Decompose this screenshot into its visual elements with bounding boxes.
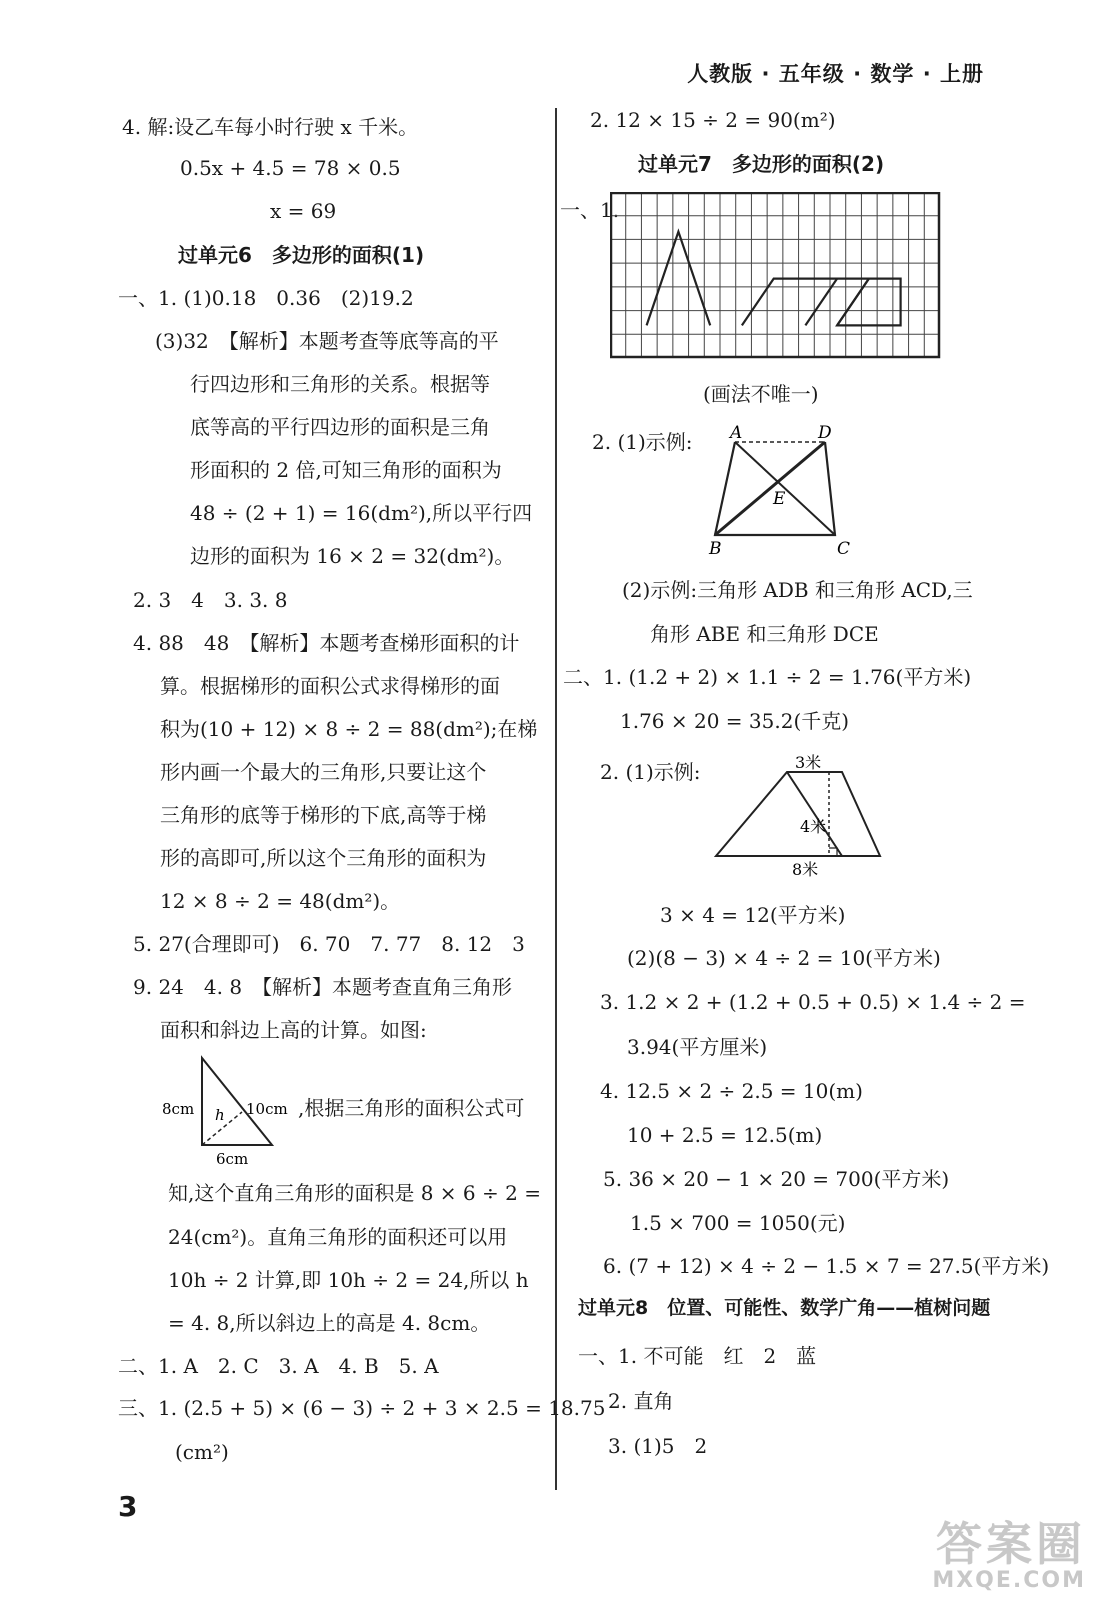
s5-line5: 24(cm²)。直角三角形的面积还可以用: [168, 1225, 508, 1249]
s2r-line2: 1.76 × 20 = 35.2(千克): [620, 709, 850, 733]
trapezoid2-outline: [716, 772, 880, 856]
s2r-q2-label: 2. (1)示例:: [600, 760, 701, 784]
s1-line3: 行四边形和三角形的关系。根据等: [190, 372, 490, 396]
q4-line3: x = 69: [270, 199, 337, 223]
s5-line2: 面积和斜边上高的计算。如图:: [160, 1018, 427, 1042]
s3-line5: 三角形的底等于梯形的下底,高等于梯: [160, 803, 487, 827]
grid-label: 一、1.: [560, 198, 620, 222]
q4-line1: 4. 解:设乙车每小时行驶 x 千米。: [122, 115, 419, 139]
s2-line1: 2. 3 4 3. 3. 8: [133, 588, 288, 612]
r-line1: 2. 12 × 15 ÷ 2 = 90(m²): [590, 108, 836, 132]
unit6-title: 过单元6 多边形的面积(1): [178, 243, 425, 267]
s1-line6: 48 ÷ (2 + 1) = 16(dm²),所以平行四: [190, 501, 533, 525]
s2r-line9: 5. 36 × 20 − 1 × 20 = 700(平方米): [603, 1167, 950, 1191]
triangle-label-6cm: 6cm: [216, 1150, 249, 1168]
trapezoid-dimensions-figure: [712, 748, 892, 880]
s2r-line3: 3 × 4 = 12(平方米): [660, 903, 846, 927]
u8-line2: 2. 直角: [608, 1389, 674, 1413]
triangle-label-8cm: 8cm: [162, 1100, 195, 1118]
page-number: 3: [118, 1490, 138, 1523]
grid-figure: [610, 192, 942, 360]
grid-note: (画法不唯一): [703, 382, 819, 406]
grid-border: [611, 193, 939, 357]
s3-line7: 12 × 8 ÷ 2 = 48(dm²)。: [160, 889, 401, 913]
s3-line4: 形内画一个最大的三角形,只要让这个: [160, 760, 487, 784]
grid-triangle: [647, 232, 711, 326]
right-angle-mark: [829, 848, 837, 856]
trapezoid2-diagonal: [787, 772, 842, 856]
s7-line2: (cm²): [175, 1440, 229, 1464]
watermark: [932, 1508, 1086, 1593]
s2r-line11: 6. (7 + 12) × 4 ÷ 2 − 1.5 × 7 = 27.5(平方米): [603, 1254, 1050, 1278]
s2r-line4: (2)(8 − 3) × 4 ÷ 2 = 10(平方米): [627, 946, 941, 970]
s1-line4: 底等高的平行四边形的面积是三角: [190, 415, 490, 439]
s3-line1: 4. 88 48 【解析】本题考查梯形面积的计: [133, 631, 520, 655]
s1-line2: (3)32 【解析】本题考查等底等高的平: [155, 329, 499, 353]
label-8m: 8米: [792, 860, 819, 879]
s4-line1: 5. 27(合理即可) 6. 70 7. 77 8. 12 3: [133, 932, 525, 956]
s5-line1: 9. 24 4. 8 【解析】本题考查直角三角形: [133, 975, 513, 999]
q2-line2: (2)示例:三角形 ADB 和三角形 ACD,三: [622, 578, 973, 602]
unit8-title: 过单元8 位置、可能性、数学广角——植树问题: [578, 1297, 991, 1319]
q4-line2: 0.5x + 4.5 = 78 × 0.5: [180, 156, 401, 180]
u8-line3: 3. (1)5 2: [608, 1434, 708, 1458]
label-3m: 3米: [795, 753, 822, 772]
s2r-line8: 10 + 2.5 = 12.5(m): [627, 1123, 823, 1147]
q2-label: 2. (1)示例:: [592, 430, 693, 454]
s3-line2: 算。根据梯形的面积公式求得梯形的面: [160, 674, 500, 698]
s1-line1: 一、1. (1)0.18 0.36 (2)19.2: [118, 286, 414, 310]
grid-trapezoid-right: [837, 279, 901, 326]
label-c: C: [837, 539, 851, 559]
s2r-line6: 3.94(平方厘米): [627, 1035, 768, 1059]
s6-line1: 二、1. A 2. C 3. A 4. B 5. A: [118, 1354, 439, 1378]
s2r-line1: 二、1. (1.2 + 2) × 1.1 ÷ 2 = 1.76(平方米): [563, 665, 972, 689]
unit7-title: 过单元7 多边形的面积(2): [638, 152, 885, 176]
grid-lines: [610, 192, 940, 358]
label-a: A: [730, 423, 743, 443]
s5-line6: 10h ÷ 2 计算,即 10h ÷ 2 = 24,所以 h: [168, 1268, 529, 1292]
label-d: D: [818, 423, 832, 443]
s5-line7: = 4. 8,所以斜边上的高是 4. 8cm。: [168, 1311, 491, 1335]
u8-line1: 一、1. 不可能 红 2 蓝: [578, 1344, 817, 1368]
watermark-bottom: MXQE.COM: [932, 1568, 1086, 1593]
label-4m: 4米: [800, 817, 827, 836]
s1-line7: 边形的面积为 16 × 2 = 32(dm²)。: [190, 544, 515, 568]
label-b: B: [709, 539, 722, 559]
triangle-label-10cm: 10cm: [246, 1100, 288, 1118]
label-e: E: [773, 489, 786, 509]
watermark-top: 答案圈: [936, 1517, 1086, 1571]
s2r-line10: 1.5 × 700 = 1050(元): [630, 1211, 846, 1235]
right-triangle-figure: [160, 1050, 300, 1175]
s3-line6: 形的高即可,所以这个三角形的面积为: [160, 846, 487, 870]
s2r-line7: 4. 12.5 × 2 ÷ 2.5 = 10(m): [600, 1079, 863, 1103]
s2r-line5: 3. 1.2 × 2 + (1.2 + 0.5 + 0.5) × 1.4 ÷ 2 =: [600, 990, 1026, 1014]
s3-line3: 积为(10 + 12) × 8 ÷ 2 = 88(dm²);在梯: [160, 717, 538, 741]
grid-parallelogram-left: [742, 279, 837, 326]
s7-line1: 三、1. (2.5 + 5) × (6 − 3) ÷ 2 + 3 × 2.5 = 18.75: [118, 1396, 606, 1420]
column-divider: [555, 108, 557, 1490]
s5-line4: 知,这个直角三角形的面积是 8 × 6 ÷ 2 =: [168, 1181, 541, 1205]
header-title: 人教版 · 五年级 · 数学 · 上册: [687, 62, 984, 86]
trapezoid-diagonals-figure: [700, 420, 870, 560]
q2-line3: 角形 ABE 和三角形 DCE: [650, 622, 879, 646]
s5-line3: ,根据三角形的面积公式可: [298, 1096, 525, 1120]
s1-line5: 形面积的 2 倍,可知三角形的面积为: [190, 458, 502, 482]
triangle-label-h: h: [215, 1106, 225, 1124]
